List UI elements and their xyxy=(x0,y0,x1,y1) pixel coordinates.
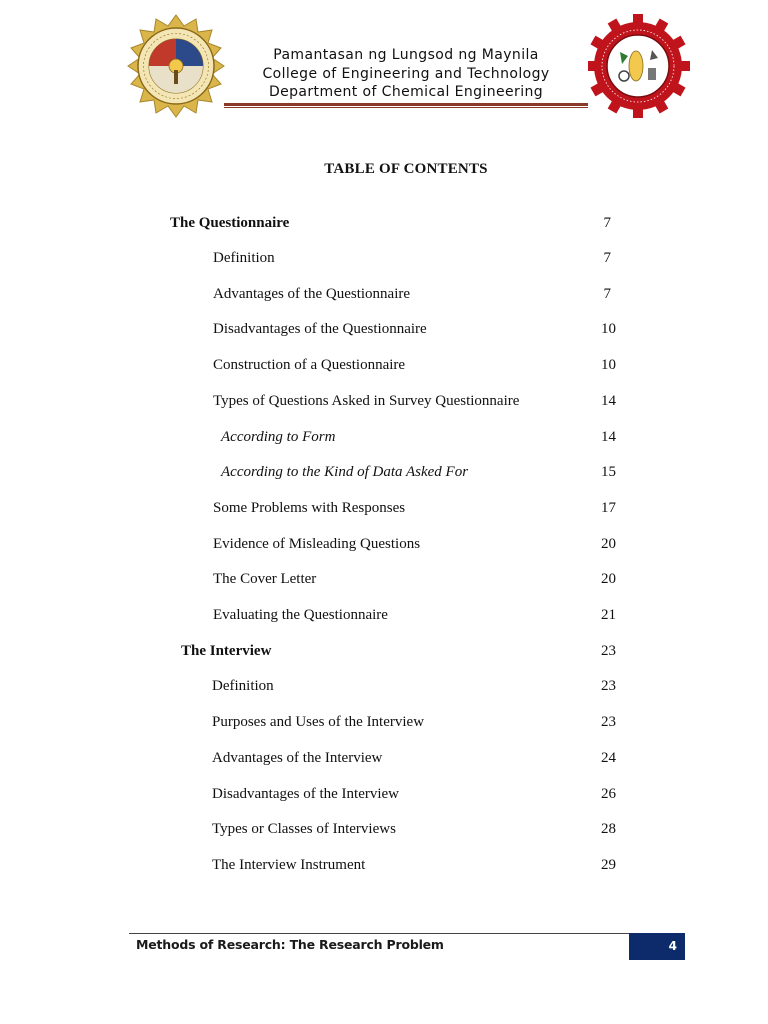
toc-entry-page: 14 xyxy=(601,393,616,409)
toc-entry-label: Definition xyxy=(213,250,275,266)
footer-title: Methods of Research: The Research Problem xyxy=(136,937,444,952)
toc-entry xyxy=(0,605,768,625)
toc-entry-label: Types of Questions Asked in Survey Questionnaire xyxy=(213,393,520,409)
toc-subentry xyxy=(0,427,768,447)
toc-entry-label: Purposes and Uses of the Interview xyxy=(212,714,425,730)
university-name: Pamantasan ng Lungsod ng Maynila xyxy=(273,47,539,63)
toc-entry-page: 10 xyxy=(601,357,616,373)
toc-section-heading xyxy=(0,641,768,661)
toc-entry-page: 14 xyxy=(601,429,616,445)
toc-subentry xyxy=(0,462,768,482)
toc-entry-label: The Questionnaire xyxy=(170,215,290,231)
institution-header xyxy=(226,46,586,102)
toc-entry-page: 20 xyxy=(601,571,616,587)
plm-seal-logo xyxy=(124,14,228,118)
toc-entry-page: 17 xyxy=(601,500,616,516)
toc-entry xyxy=(0,784,768,804)
toc-entry xyxy=(0,284,768,304)
toc-entry-label: Construction of a Questionnaire xyxy=(213,357,406,373)
toc-entry xyxy=(0,712,768,732)
toc-entry xyxy=(0,748,768,768)
toc-entry-label: Advantages of the Interview xyxy=(212,750,383,766)
department-name: Department of Chemical Engineering xyxy=(268,84,544,100)
toc-entry-label: Evidence of Misleading Questions xyxy=(213,536,421,552)
toc-entry xyxy=(0,248,768,268)
toc-entry-label: According to Form xyxy=(221,429,336,445)
toc-entry xyxy=(0,319,768,339)
header-rule-thin xyxy=(224,107,588,108)
toc-entry-page: 21 xyxy=(601,607,616,623)
toc-entry xyxy=(0,391,768,411)
toc-entry-page: 7 xyxy=(603,215,611,231)
toc-entry xyxy=(0,355,768,375)
toc-entry-label: Definition xyxy=(212,678,274,694)
toc-section-heading xyxy=(0,213,768,233)
footer-rule xyxy=(129,933,629,934)
toc-entry xyxy=(0,855,768,875)
toc-entry-page: 28 xyxy=(601,821,616,837)
toc-entry-label: The Interview xyxy=(181,643,272,659)
toc-entry-label: Advantages of the Questionnaire xyxy=(213,286,411,302)
toc-entry-label: Evaluating the Questionnaire xyxy=(213,607,388,623)
header-rule xyxy=(224,103,588,106)
toc-entry-label: Types or Classes of Interviews xyxy=(212,821,396,837)
toc-entry-label: The Interview Instrument xyxy=(212,857,366,873)
toc-entry-page: 23 xyxy=(601,643,616,659)
toc-entry xyxy=(0,534,768,554)
toc-entry-page: 15 xyxy=(601,464,616,480)
toc-entry xyxy=(0,498,768,518)
footer-page-number: 4 xyxy=(629,933,685,960)
toc-entry xyxy=(0,569,768,589)
toc-entry-page: 26 xyxy=(601,786,616,802)
toc-entry-label: According to the Kind of Data Asked For xyxy=(221,464,469,480)
college-name: College of Engineering and Technology xyxy=(262,65,550,82)
toc-entry xyxy=(0,676,768,696)
toc-entry-page: 23 xyxy=(601,678,616,694)
toc-entry-page: 23 xyxy=(601,714,616,730)
toc-entry-page: 20 xyxy=(601,536,616,552)
toc-entry-page: 7 xyxy=(603,286,611,302)
toc-entry-label: Some Problems with Responses xyxy=(213,500,406,516)
toc-entry-page: 10 xyxy=(601,321,616,337)
cet-seal-logo xyxy=(588,14,692,118)
toc-entry-label: Disadvantages of the Questionnaire xyxy=(213,321,427,337)
toc-entry-page: 29 xyxy=(601,857,616,873)
toc-entry-page: 24 xyxy=(601,750,616,766)
toc-entry-label: Disadvantages of the Interview xyxy=(212,786,400,802)
toc-entry-page: 7 xyxy=(603,250,611,266)
toc-entry-label: The Cover Letter xyxy=(213,571,317,587)
toc-title: TABLE OF CONTENTS xyxy=(324,161,488,177)
toc-entry xyxy=(0,819,768,839)
